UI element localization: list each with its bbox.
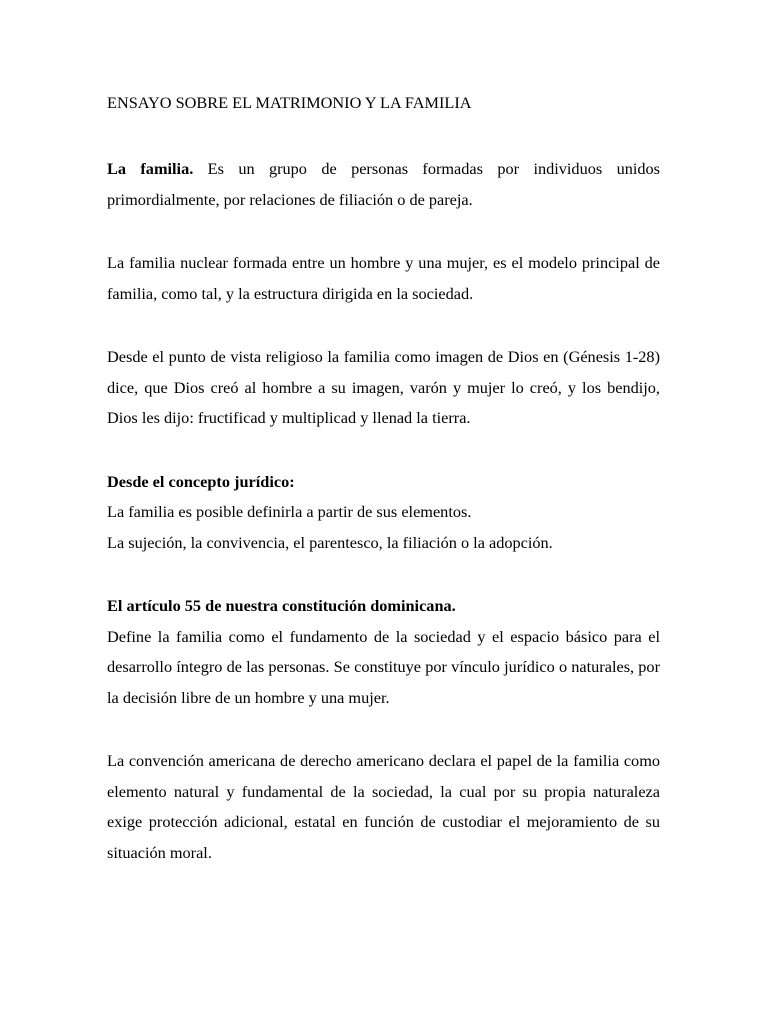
spacer [107, 309, 660, 342]
paragraph-lead: La familia. [107, 159, 194, 178]
spacer [107, 215, 660, 248]
paragraph-convencion: La convención americana de derecho americano declara el papel de la familia como elemento natural y fundamental de la sociedad, la cual por su propia naturaleza exige protección adicional, estatal en función de custodiar el mejoramiento de su situación moral. [107, 751, 660, 862]
section-juridico [107, 467, 660, 559]
paragraph-text: Es un grupo de personas formadas por individuos unidos primordialmente, por relaciones de filiación o de pareja. [107, 159, 660, 209]
paragraph-familia-nuclear: La familia nuclear formada entre un hombre y una mujer, es el modelo principal de familia, como tal, y la estructura dirigida en la sociedad. [107, 253, 660, 303]
section-text: Define la familia como el fundamento de la sociedad y el espacio básico para el desarrollo íntegro de las personas. Se constituye por vínculo jurídico o naturales, por la decisión libre de un hombre y una mujer. [107, 626, 660, 707]
section-line: La sujeción, la convivencia, el parentesco, la filiación o la adopción. [107, 532, 553, 552]
spacer [107, 713, 660, 746]
section-line: La familia es posible definirla a partir de sus elementos. [107, 502, 472, 521]
spacer [107, 434, 660, 467]
section-heading: Desde el concepto jurídico: [107, 471, 295, 491]
paragraph-religioso: Desde el punto de vista religioso la familia como imagen de Dios en (Génesis 1-28) dice, que Dios creó al hombre a su imagen, varón y mujer lo creó, y los bendijo, Dios les dijo: fructificad y multiplicad y llenad la tierra. [107, 347, 660, 427]
spacer [107, 114, 660, 154]
spacer [107, 558, 660, 591]
section-heading: El artículo 55 de nuestra constitución dominicana. [107, 596, 456, 615]
document-title: ENSAYO SOBRE EL MATRIMONIO Y LA FAMILIA [107, 93, 472, 112]
paragraph-familia-definition [107, 154, 660, 215]
document-body [107, 92, 660, 868]
section-articulo-55 [107, 591, 660, 713]
